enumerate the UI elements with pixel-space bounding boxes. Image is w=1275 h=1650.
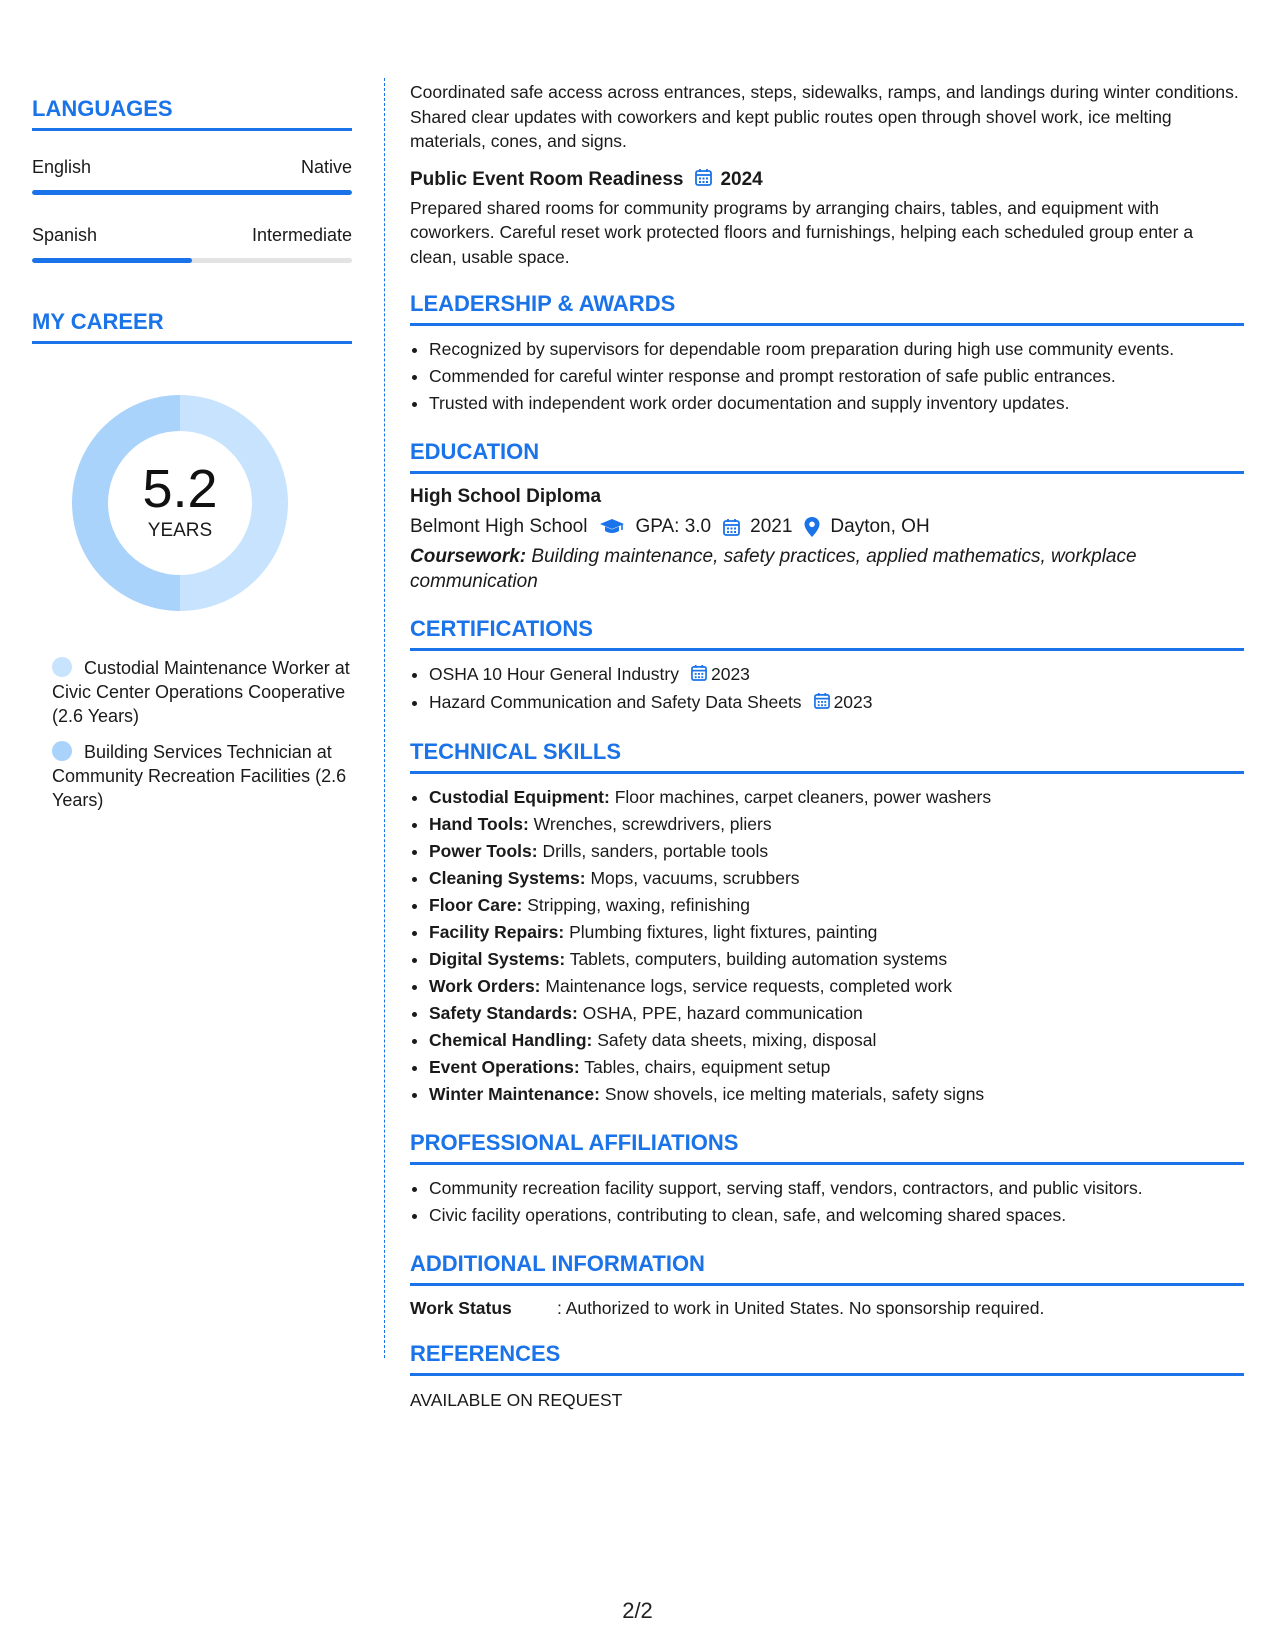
certifications-list: [410, 661, 1244, 717]
education-degree: High School Diploma: [410, 486, 602, 507]
work-status-label: Work Status: [410, 1297, 512, 1318]
skill-value: Wrenches, screwdrivers, pliers: [528, 813, 772, 834]
calendar-icon: [691, 662, 707, 689]
education-year: 2021: [750, 516, 793, 537]
languages-heading: LANGUAGES: [32, 96, 352, 131]
certification-name: OSHA 10 Hour General Industry: [429, 664, 679, 684]
language-proficiency-bar: [32, 190, 352, 195]
list-item: • Recognized by supervisors for dependable room preparation during high use community events.: [429, 336, 1244, 363]
skill-value: Floor machines, carpet cleaners, power washers: [609, 786, 992, 807]
graduation-cap-icon: [599, 518, 625, 536]
certification-year: 2023: [710, 664, 750, 684]
legend-label: Building Services Technician at Community Recreation Facilities (2.6 Years): [52, 742, 347, 810]
skill-item: [429, 973, 1244, 1000]
certification-item: [429, 689, 1244, 717]
affiliations-heading: PROFESSIONAL AFFILIATIONS: [410, 1130, 1244, 1165]
certification-name: Hazard Communication and Safety Data Sheets: [429, 691, 802, 712]
column-divider: [384, 78, 385, 1358]
page-number: 2/2: [622, 1598, 653, 1623]
main-content: [410, 80, 1244, 1411]
career-total-unit: YEARS: [147, 520, 213, 541]
legend-label: Custodial Maintenance Worker at Civic Center Operations Cooperative (2.6 Years): [52, 658, 350, 726]
skill-item: [429, 946, 1244, 973]
career-total-years: 5.2: [142, 459, 218, 519]
skill-label: Floor Care:: [429, 894, 523, 915]
skill-value: Mops, vacuums, scrubbers: [585, 867, 800, 888]
legend-dot: [52, 741, 72, 761]
language-name: Spanish: [32, 225, 98, 245]
skill-value: Tables, chairs, equipment setup: [579, 1056, 831, 1077]
additional-info-heading: ADDITIONAL INFORMATION: [410, 1251, 1244, 1286]
skill-value: Plumbing fixtures, light fixtures, painting: [564, 921, 878, 942]
skill-item: [429, 1081, 1244, 1108]
calendar-icon: [723, 518, 740, 536]
work-status-row: [410, 1298, 1244, 1319]
education-gpa: GPA: 3.0: [635, 516, 712, 537]
career-section: [32, 309, 352, 812]
skill-label: Facility Repairs:: [429, 921, 565, 942]
skill-item: [429, 1027, 1244, 1054]
skill-item: [429, 838, 1244, 865]
skills-list: [410, 784, 1244, 1108]
affiliations-list: [410, 1175, 1244, 1229]
location-pin-icon: [804, 517, 820, 537]
leadership-list: [410, 336, 1244, 417]
career-legend: [32, 656, 352, 812]
list-item: • Trusted with independent work order documentation and supply inventory updates.: [429, 390, 1244, 417]
references-text: AVAILABLE ON REQUEST: [410, 1389, 623, 1410]
skill-label: Winter Maintenance:: [429, 1083, 600, 1104]
legend-dot: [52, 657, 72, 677]
skill-value: Maintenance logs, service requests, completed work: [540, 975, 952, 996]
language-proficiency-fill: [32, 258, 192, 263]
language-level: Native: [300, 157, 352, 177]
skill-label: Cleaning Systems:: [429, 867, 586, 888]
references-heading: REFERENCES: [410, 1341, 1244, 1376]
experience-entry-description: Prepared shared rooms for community programs by arranging chairs, tables, and equipment with coworkers. Careful reset work protected floors and furnishings, helping each scheduled group enter a clean, usable space.: [410, 197, 1194, 267]
list-item: • Civic facility operations, contributing to clean, safe, and welcoming shared spaces.: [429, 1202, 1244, 1229]
language-item: [32, 225, 352, 263]
skill-value: Stripping, waxing, refinishing: [522, 894, 750, 915]
coursework-text: Building maintenance, safety practices, applied mathematics, workplace communication: [410, 546, 1137, 592]
skill-label: Work Orders:: [429, 975, 541, 996]
language-name: English: [32, 157, 92, 177]
skill-item: [429, 1054, 1244, 1081]
career-legend-item: [52, 740, 352, 812]
career-legend-item: [52, 656, 352, 728]
skill-value: OSHA, PPE, hazard communication: [577, 1002, 863, 1023]
language-level: Intermediate: [251, 225, 352, 245]
skill-value: Snow shovels, ice melting materials, safety signs: [599, 1083, 985, 1104]
leadership-heading: LEADERSHIP & AWARDS: [410, 291, 1244, 326]
skill-value: Drills, sanders, portable tools: [537, 840, 769, 861]
calendar-icon: [814, 690, 830, 717]
education-location: Dayton, OH: [830, 516, 930, 537]
calendar-icon: [695, 168, 712, 192]
skill-label: Safety Standards:: [429, 1002, 578, 1023]
career-heading: MY CAREER: [32, 309, 352, 344]
language-item: [32, 157, 352, 195]
entry-date: 2024: [720, 168, 763, 190]
experience-description: Coordinated safe access across entrances, steps, sidewalks, ramps, and landings during winter conditions. Shared clear updates with coworkers and kept public routes open through shovel work, ice melting materials, cones, and signs.: [410, 82, 1239, 151]
education-details: [410, 516, 1244, 538]
experience-entry-title: [410, 168, 1244, 192]
language-proficiency-bar: [32, 258, 352, 263]
sidebar: [32, 78, 352, 824]
education-school: Belmont High School: [410, 516, 588, 537]
skill-item: [429, 784, 1244, 811]
certifications-heading: CERTIFICATIONS: [410, 616, 1244, 651]
language-proficiency-fill: [32, 190, 352, 195]
education-coursework: [410, 544, 1244, 594]
skill-value: Safety data sheets, mixing, disposal: [592, 1029, 877, 1050]
skill-label: Power Tools:: [429, 840, 538, 861]
work-status-value: : Authorized to work in United States. No sponsorship required.: [557, 1297, 1045, 1318]
skill-label: Custodial Equipment:: [429, 786, 610, 807]
certification-item: [429, 661, 1244, 689]
list-item: • Commended for careful winter response and prompt restoration of safe public entrances.: [429, 363, 1244, 390]
entry-title-text: Public Event Room Readiness: [410, 168, 684, 190]
skill-item: [429, 919, 1244, 946]
skill-value: Tablets, computers, building automation systems: [565, 948, 948, 969]
skill-label: Chemical Handling:: [429, 1029, 593, 1050]
education-heading: EDUCATION: [410, 439, 1244, 474]
skill-label: Digital Systems:: [429, 948, 566, 969]
skill-label: Hand Tools:: [429, 813, 529, 834]
coursework-label: Coursework:: [410, 546, 527, 567]
skills-heading: TECHNICAL SKILLS: [410, 739, 1244, 774]
list-item: • Community recreation facility support, serving staff, vendors, contractors, and public visitors.: [429, 1175, 1244, 1202]
skill-item: [429, 865, 1244, 892]
skill-item: [429, 892, 1244, 919]
skill-item: [429, 811, 1244, 838]
skill-label: Event Operations:: [429, 1056, 580, 1077]
career-donut-chart: [65, 388, 295, 618]
skill-item: [429, 1000, 1244, 1027]
certification-year: 2023: [833, 691, 873, 712]
